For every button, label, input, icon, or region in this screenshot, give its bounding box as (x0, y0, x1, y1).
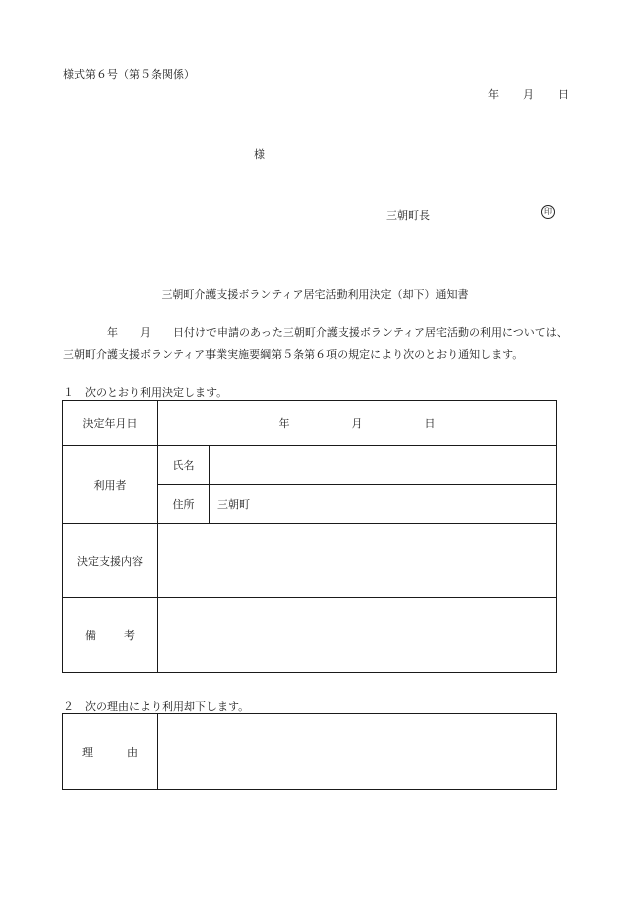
body-year: 年 (107, 326, 118, 339)
reason-label: 理由 (82, 745, 172, 759)
decision-date-month: 月 (351, 417, 363, 430)
table-row (63, 446, 557, 485)
support-content-field[interactable] (158, 524, 557, 598)
address-label: 住所 (158, 485, 210, 524)
issue-date-day: 日 (558, 88, 569, 101)
decision-date-value[interactable] (158, 401, 557, 446)
section1-heading: １ 次のとおり利用決定します。 (63, 386, 228, 399)
reason-field[interactable] (158, 714, 557, 790)
decision-date-day: 日 (424, 417, 436, 430)
address-field[interactable]: 三朝町 (210, 485, 557, 524)
sender-title: 三朝町長 (386, 209, 430, 222)
table-row (63, 714, 557, 790)
issue-date-year: 年 (488, 88, 499, 101)
body-line1: 日付けで申請のあった三朝町介護支援ボランティア居宅活動の利用については、 (173, 326, 568, 339)
support-content-label: 決定支援内容 (63, 524, 158, 598)
name-field[interactable] (210, 446, 557, 485)
section2-heading: ２ 次の理由により利用却下します。 (63, 700, 250, 713)
decision-table (62, 400, 557, 673)
table-row (63, 401, 557, 446)
form-number: 様式第６号（第５条関係） (63, 68, 195, 81)
body-text (63, 322, 583, 366)
body-month: 月 (140, 326, 151, 339)
document-title: 三朝町介護支援ボランティア居宅活動利用決定（却下）通知書 (161, 288, 469, 301)
issue-date (488, 86, 569, 102)
table-row (63, 598, 557, 673)
issue-date-month: 月 (523, 88, 534, 101)
rejection-table (62, 713, 557, 790)
name-label: 氏名 (158, 446, 210, 485)
remarks-label: 備考 (85, 629, 163, 642)
decision-date-year: 年 (278, 417, 290, 430)
user-label: 利用者 (63, 446, 158, 524)
body-line2: 三朝町介護支援ボランティア事業実施要綱第５条第６項の規定により次のとおり通知します。 (63, 348, 524, 361)
remarks-field[interactable] (158, 598, 557, 673)
decision-date-label: 決定年月日 (63, 401, 158, 446)
seal-mark: 印 (541, 205, 555, 219)
table-row (63, 524, 557, 598)
addressee-honorific: 様 (254, 148, 265, 161)
